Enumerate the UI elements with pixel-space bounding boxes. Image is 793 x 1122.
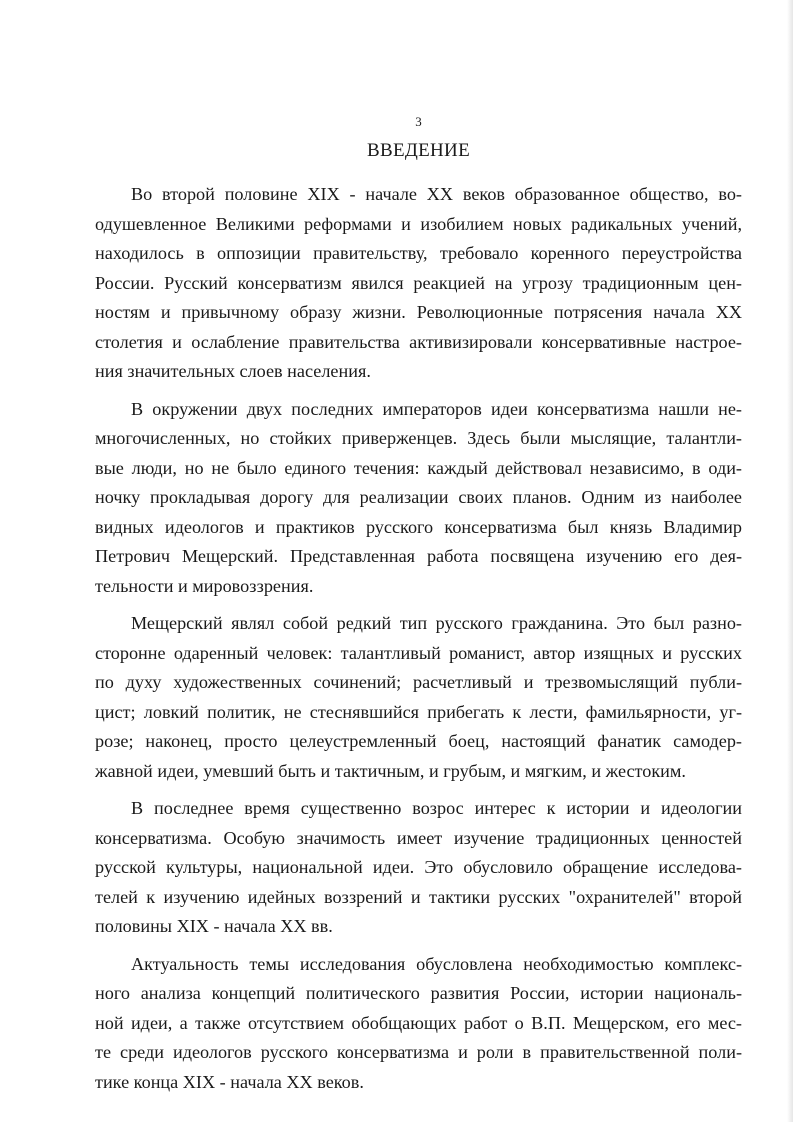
text-line: одушевленное Великими реформами и изобилием новых радикальных учений, bbox=[95, 213, 742, 234]
paragraph-5 bbox=[95, 950, 742, 1098]
text-line: столетия и ослабление правительства активизировали консервативные настрое- bbox=[95, 331, 742, 352]
text-line: ной идеи, а также отсутствием обобщающих работ о В.П. Мещерском, его мес- bbox=[95, 1012, 742, 1033]
text-line: Во второй половине XIX - начале XX веков образованное общество, во- bbox=[131, 184, 742, 204]
text-line: ностям и привычному образу жизни. Революционные потрясения начала XX bbox=[95, 302, 742, 322]
text-line: сторонне одаренный человек: талантливый романист, автор изящных и русских bbox=[95, 642, 742, 663]
text-line: Мещерский являл собой редкий тип русского гражданина. Это был разно- bbox=[131, 613, 742, 633]
text-line: ния значительных слоев населения. bbox=[95, 361, 371, 381]
scan-edge-shadow bbox=[787, 0, 793, 1122]
paragraph-1 bbox=[95, 180, 742, 387]
text-line: тике конца XIX - начала XX веков. bbox=[95, 1071, 364, 1092]
text-line: многочисленных, но стойких приверженцев. Здесь были мыслящие, талантли- bbox=[95, 428, 742, 448]
paragraph-3 bbox=[95, 609, 742, 786]
document-page bbox=[95, 112, 742, 1105]
text-line: В последнее время существенно возрос интерес к истории и идеологии bbox=[131, 798, 742, 818]
paragraph-2 bbox=[95, 395, 742, 602]
text-line: ного анализа концепций политического развития России, истории националь- bbox=[95, 983, 742, 1003]
text-line: по духу художественных сочинений; расчетливый и трезвомыслящий публи- bbox=[95, 672, 742, 692]
text-line: русской культуры, национальной идеи. Это обусловило обращение исследова- bbox=[95, 857, 742, 877]
text-line: вые люди, но не было единого течения: каждый действовал независимо, в оди- bbox=[95, 457, 742, 478]
text-line: В окружении двух последних императоров идеи консерватизма нашли не- bbox=[131, 398, 742, 419]
text-line: розе; наконец, просто целеустремленный боец, настоящий фанатик самодер- bbox=[95, 731, 742, 751]
text-line: те среди идеологов русского консерватизма и роли в правительственной поли- bbox=[95, 1042, 742, 1062]
text-line: находилось в оппозиции правительству, требовало коренного переустройства bbox=[95, 243, 742, 263]
text-line: телей к изучению идейных воззрений и тактики русских "охранителей" второй bbox=[95, 886, 742, 907]
page-number: 3 bbox=[415, 114, 422, 129]
text-line: ночку прокладывая дорогу для реализации своих планов. Одним из наиболее bbox=[95, 487, 742, 507]
text-line: Актуальность темы исследования обусловлена необходимостью комплекс- bbox=[131, 953, 742, 974]
text-line: Петрович Мещерский. Представленная работа посвящена изучению его дея- bbox=[95, 546, 742, 566]
text-line: видных идеологов и практиков русского консерватизма был князь Владимир bbox=[95, 516, 742, 537]
text-line: половины XIX - начала XX вв. bbox=[95, 916, 333, 936]
text-line: жавной идеи, умевший быть и тактичным, и грубым, и мягким, и жестоким. bbox=[95, 760, 686, 781]
text-line: консерватизма. Особую значимость имеет изучение традиционных ценностей bbox=[95, 827, 742, 848]
paragraph-4 bbox=[95, 794, 742, 942]
section-heading: ВВЕДЕНИЕ bbox=[367, 140, 470, 161]
text-line: России. Русский консерватизм явился реакцией на угрозу традиционным цен- bbox=[95, 272, 742, 293]
text-line: тельности и мировоззрения. bbox=[95, 575, 314, 596]
text-line: цист; ловкий политик, не стеснявшийся прибегать к лести, фамильярности, уг- bbox=[95, 701, 742, 722]
